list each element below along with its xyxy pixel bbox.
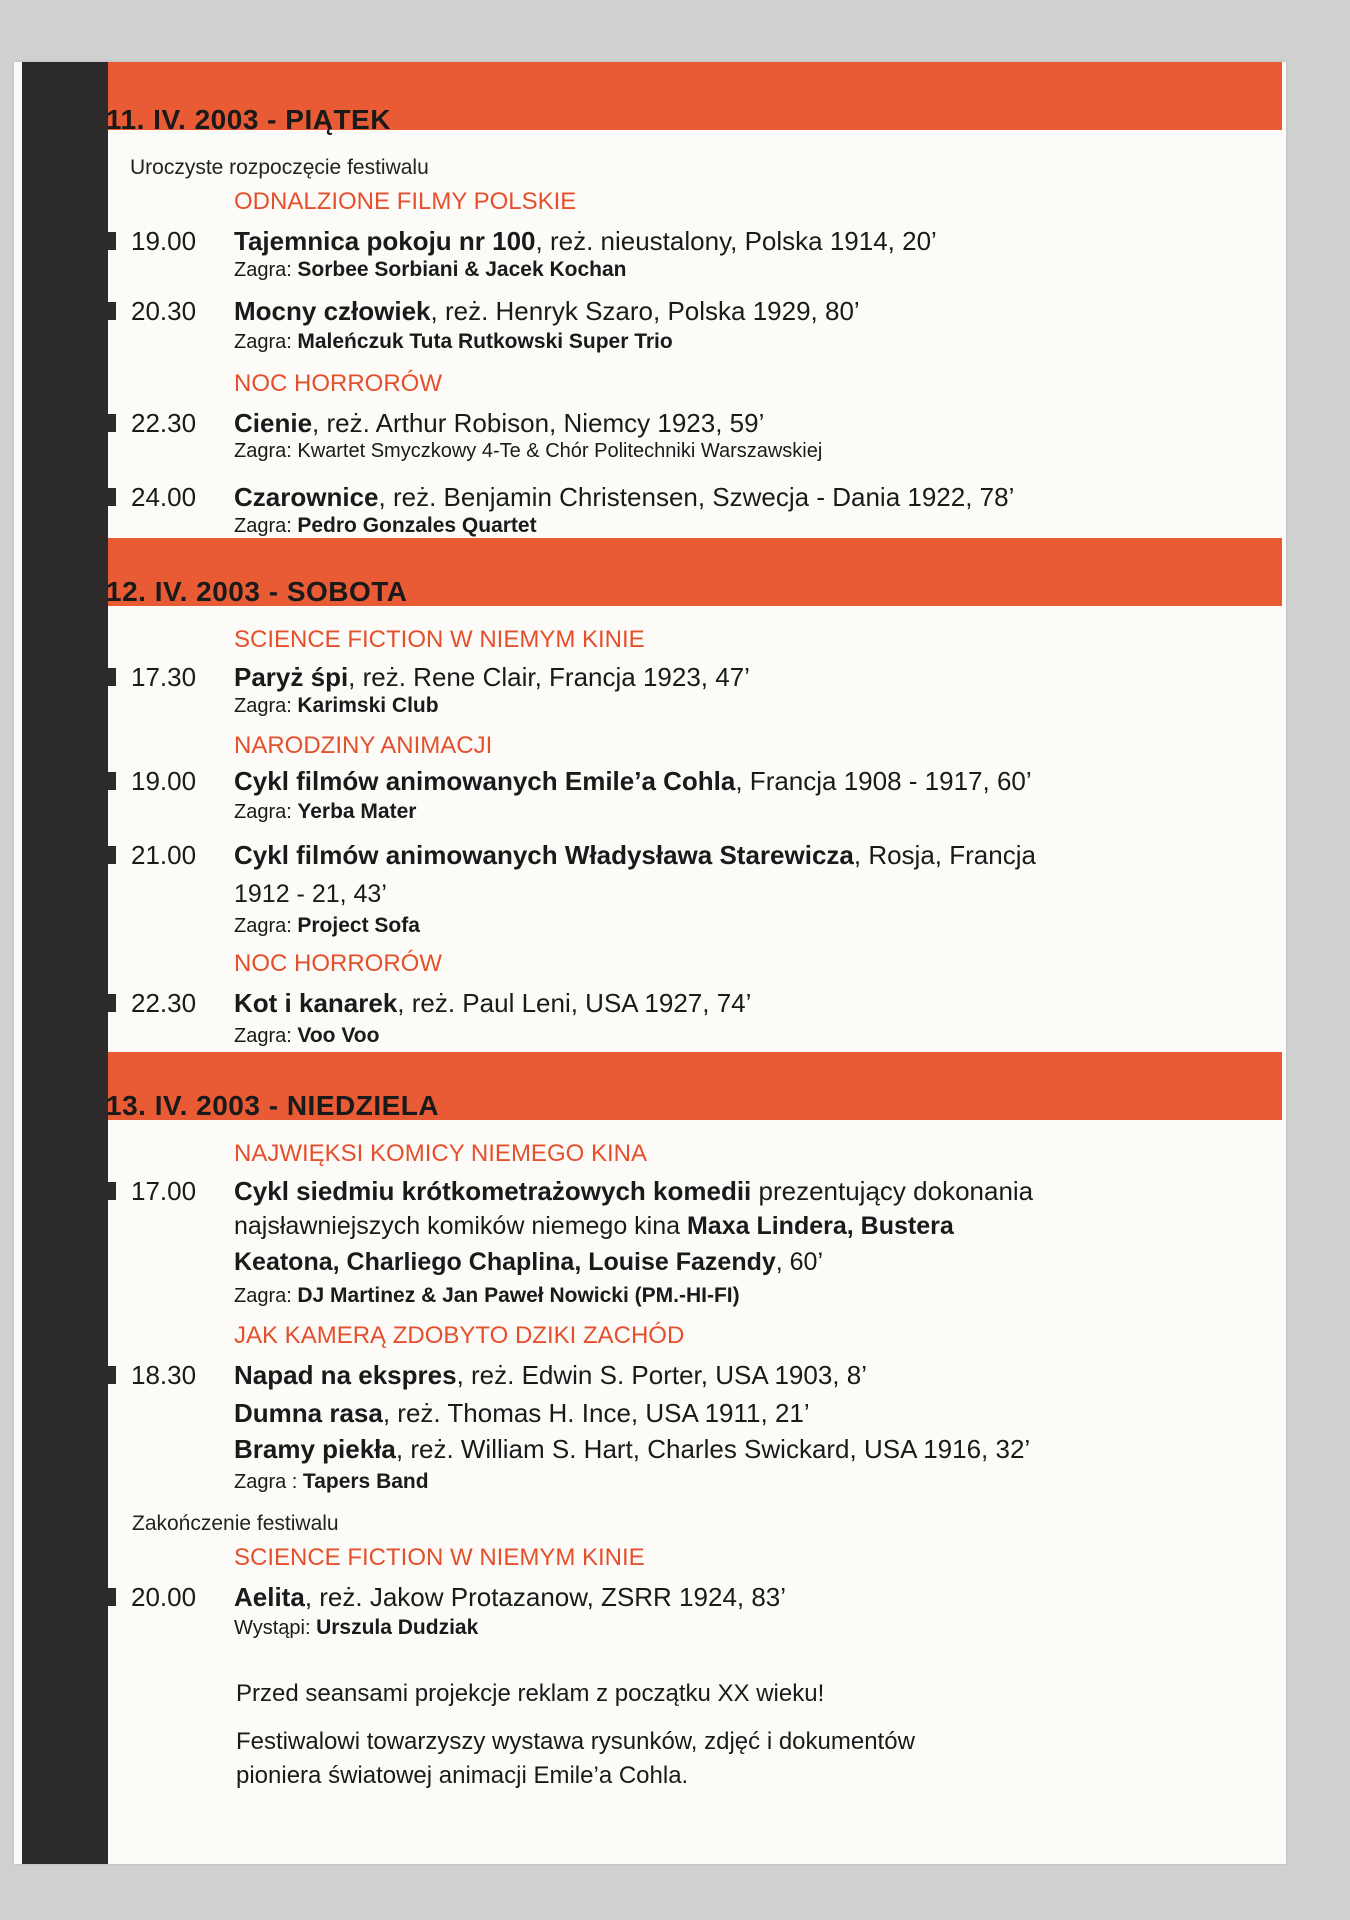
film-details: , reż. Jakow Protazanow, ZSRR 1924, 83’ [304, 1582, 787, 1612]
performer-label: Zagra: [234, 1025, 292, 1047]
bullet-marker [100, 488, 116, 506]
film-details-continued: 1912 - 21, 43’ [234, 880, 387, 908]
screening-time: 17.00 [131, 1176, 197, 1206]
film-title: Mocny człowiek [234, 296, 431, 326]
section-title: NOC HORRORÓW [234, 370, 442, 397]
performer-label: Zagra: [234, 259, 292, 281]
film-details: , Rosja, Francja [853, 840, 1036, 870]
performer-label: Zagra: [234, 801, 292, 823]
film-title: Bramy piekła [234, 1434, 396, 1464]
performer-name: Maleńczuk Tuta Rutkowski Super Trio [297, 330, 673, 353]
section-title: ODNALZIONE FILMY POLSKIE [234, 188, 577, 215]
performer-name: Yerba Mater [297, 800, 417, 823]
bullet-marker [100, 1182, 116, 1200]
performer-name: Tapers Band [302, 1470, 429, 1493]
performer-line [234, 1616, 478, 1640]
film-details: , reż. Thomas H. Ince, USA 1911, 21’ [382, 1398, 810, 1428]
bullet-marker [100, 232, 116, 250]
film-entry [234, 1582, 786, 1613]
film-entry [234, 1176, 1033, 1207]
bullet-marker [100, 846, 116, 864]
film-entry [234, 1398, 810, 1429]
film-details: , reż. Rene Clair, Francja 1923, 47’ [348, 662, 750, 692]
performer-line [234, 330, 673, 354]
festival-opening: Uroczyste rozpoczęcie festiwalu [130, 156, 429, 179]
performer-label: Zagra: [234, 1285, 292, 1307]
film-details: , reż. Edwin S. Porter, USA 1903, 8’ [456, 1360, 867, 1390]
performer-line [234, 514, 537, 538]
section-title: SCIENCE FICTION W NIEMYM KINIE [234, 1544, 645, 1571]
screening-time: 20.30 [131, 296, 197, 326]
film-title: Kot i kanarek [234, 988, 398, 1018]
film-entry [234, 1434, 1030, 1465]
film-details: , reż. Arthur Robison, Niemcy 1923, 59’ [312, 408, 765, 438]
performer-name: Karimski Club [297, 694, 439, 717]
day-heading-3: 13. IV. 2003 - NIEDZIELA [106, 1090, 440, 1121]
film-title: Napad na ekspres [234, 1360, 457, 1390]
screening-time: 18.30 [131, 1360, 197, 1390]
film-details: , reż. Paul Leni, USA 1927, 74’ [397, 988, 752, 1018]
screening-time: 19.00 [131, 766, 197, 796]
screening-time: 22.30 [131, 408, 197, 438]
performer-name: Project Sofa [297, 914, 420, 937]
film-title: Cykl siedmiu krótkometrażowych komedii [234, 1176, 752, 1206]
section-title: NARODZINY ANIMACJI [234, 732, 493, 759]
section-title: NOC HORRORÓW [234, 950, 442, 977]
exhibition-note: pioniera światowej animacji Emile’a Cohla. [236, 1762, 689, 1789]
film-title: Cienie [234, 408, 313, 438]
film-title: Paryż śpi [234, 662, 349, 692]
film-details: , Francja 1908 - 1917, 60’ [735, 766, 1032, 796]
performer-line [234, 1024, 379, 1048]
film-entry [234, 766, 1032, 797]
bullet-marker [100, 994, 116, 1012]
film-title: Cykl filmów animowanych Władysława Starewicza [234, 840, 854, 870]
bullet-marker [100, 772, 116, 790]
film-entry [234, 482, 1014, 513]
screening-time: 24.00 [131, 482, 197, 512]
performer-line [234, 1284, 740, 1308]
film-details: , reż. Henryk Szaro, Polska 1929, 80’ [430, 296, 860, 326]
performer-label: Zagra: [234, 331, 292, 353]
screening-time: 20.00 [131, 1582, 197, 1612]
film-title: Tajemnica pokoju nr 100 [234, 226, 536, 256]
bullet-marker [100, 668, 116, 686]
bullet-marker [100, 1588, 116, 1606]
film-details: , reż. nieustalony, Polska 1914, 20’ [535, 226, 937, 256]
section-title: JAK KAMERĄ ZDOBYTO DZIKI ZACHÓD [234, 1322, 685, 1349]
performer-line: Zagra: Kwartet Smyczkowy 4-Te & Chór Politechniki Warszawskiej [234, 440, 823, 462]
performer-line [234, 914, 420, 938]
bullet-marker [100, 414, 116, 432]
film-details-continued: Keatona, Charliego Chaplina, Louise Fazendy, 60’ [234, 1248, 824, 1276]
screening-time: 17.30 [131, 662, 197, 692]
day-heading-2: 12. IV. 2003 - SOBOTA [106, 576, 408, 607]
bullet-marker [100, 302, 116, 320]
performer-name: Voo Voo [297, 1024, 380, 1047]
film-details-continued: najsławniejszych komików niemego kina Maxa Lindera, Bustera [234, 1212, 954, 1240]
section-title: NAJWIĘKSI KOMICY NIEMEGO KINA [234, 1140, 647, 1167]
performer-name: DJ Martinez & Jan Paweł Nowicki (PM.-HI-FI) [297, 1284, 740, 1307]
film-entry [234, 226, 937, 257]
section-title: SCIENCE FICTION W NIEMYM KINIE [234, 626, 645, 653]
screening-time: 22.30 [131, 988, 197, 1018]
performer-line [234, 258, 626, 282]
film-entry [234, 408, 764, 439]
festival-closing: Zakończenie festiwalu [132, 1512, 339, 1535]
performer-label: Wystąpi: [234, 1617, 311, 1639]
performer-label: Zagra: [234, 915, 292, 937]
performer-line [234, 694, 439, 718]
exhibition-note: Festiwalowi towarzyszy wystawa rysunków, zdjęć i dokumentów [236, 1728, 915, 1755]
performer-line [234, 800, 416, 824]
performer-name: Sorbee Sorbiani & Jacek Kochan [297, 258, 627, 281]
film-entry [234, 1360, 867, 1391]
film-entry [234, 662, 750, 693]
spine-bar [22, 62, 108, 1864]
film-title: Czarownice [234, 482, 379, 512]
film-details: prezentujący dokonania [751, 1176, 1034, 1206]
film-details: , reż. William S. Hart, Charles Swickard, USA 1916, 32’ [395, 1434, 1031, 1464]
film-details: , reż. Benjamin Christensen, Szwecja - Dania 1922, 78’ [378, 482, 1015, 512]
performer-label: Zagra: [234, 695, 292, 717]
film-entry [234, 840, 1036, 871]
screening-time: 21.00 [131, 840, 197, 870]
performer-label: Zagra: [234, 515, 292, 537]
film-title: Dumna rasa [234, 1398, 383, 1428]
performer-name: Pedro Gonzales Quartet [297, 514, 537, 537]
bullet-marker [100, 1366, 116, 1384]
film-entry [234, 988, 751, 1019]
day-heading-1: 11. IV. 2003 - PIĄTEK [106, 104, 391, 135]
performer-label: Zagra : [234, 1471, 298, 1493]
film-entry [234, 296, 860, 327]
performer-line [234, 1470, 429, 1494]
ads-note: Przed seansami projekcje reklam z początku XX wieku! [236, 1680, 825, 1707]
performer-name: Urszula Dudziak [316, 1616, 479, 1639]
screening-time: 19.00 [131, 226, 197, 256]
film-title: Cykl filmów animowanych Emile’a Cohla [234, 766, 736, 796]
film-title: Aelita [234, 1582, 305, 1612]
